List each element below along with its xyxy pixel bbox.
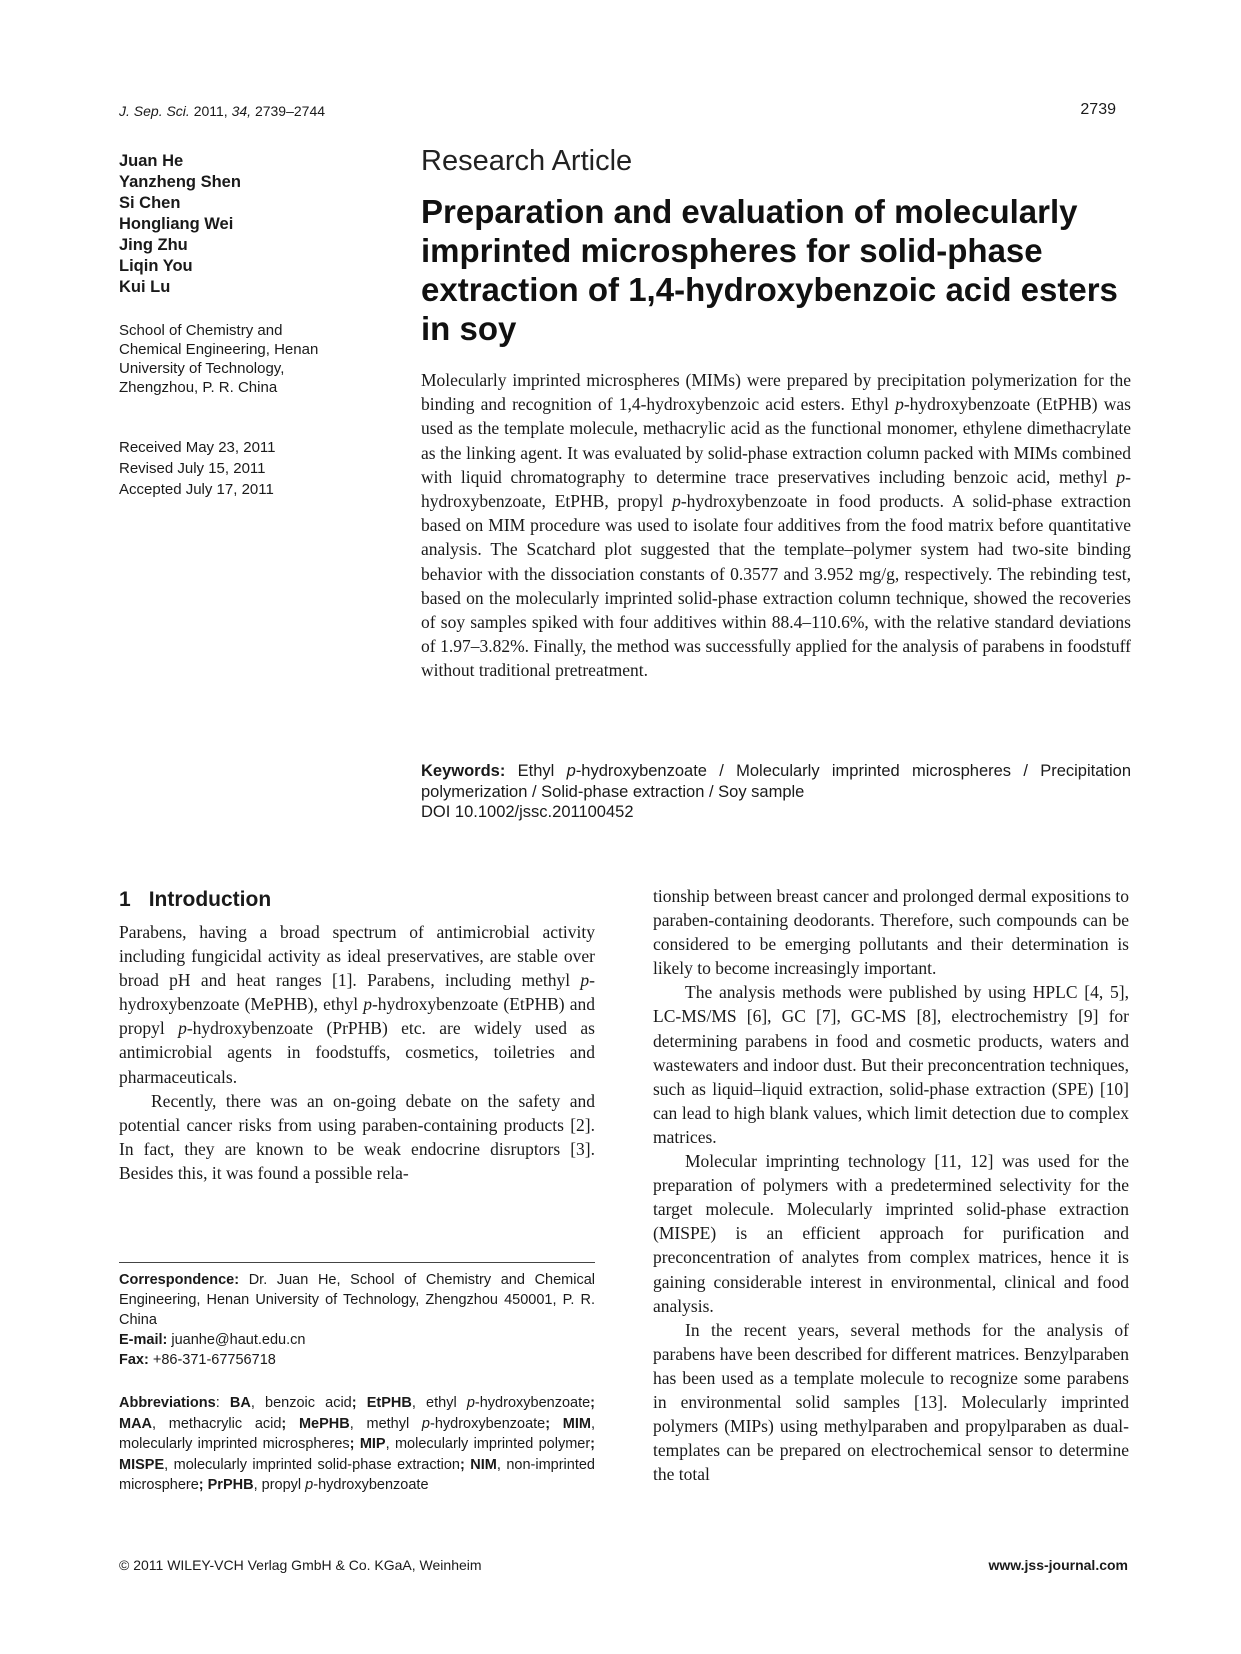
abstract-text: -hydroxybenzoate, EtPHB, propyl [421,466,1131,512]
affiliation-line: Zhengzhou, P. R. China [119,379,278,396]
footnote-rule [119,1262,595,1263]
abbreviation-definition: propyl p-hydroxybenzoate [261,1477,429,1493]
section-title: Introduction [148,888,272,911]
italic-p: p [895,394,904,415]
italic-p: p [1116,466,1126,487]
paragraph [119,920,595,1089]
received-date: Received May 23, 2011 [119,439,276,456]
abstract-text: -hydroxybenzoate in food products. A solid-phase extraction based on MIM procedure was used to isolate four additives from the food matrix before quantitative analysis. The Scatchard plot suggested that the template–polymer system had two-site binding behavior with the dissociation constants of 0.3577 and 3.952 mg/g, respectively. The rebinding test, based on the molecularly imprinted solid-phase extraction column technique, showed the recoveries of soy samples spiked with four additives within 88.4–110.6%, with the relative standard deviations of 1.97–3.82%. Finally, the method was successfully applied for the analysis of parabens in foodstuff without traditional pretreatment. [421,491,1131,681]
author: Hongliang Wei [119,215,234,233]
abbreviation-definition: molecularly imprinted solid-phase extraction [173,1456,460,1473]
author: Jing Zhu [119,236,188,254]
title-line: imprinted microspheres for solid-phase [421,232,1043,269]
author: Kui Lu [119,278,171,296]
keywords-label: Keywords: [421,762,506,780]
journal-year: 2011, [193,103,228,119]
intro-left-column [119,920,595,1185]
paragraph: Molecular imprinting technology [11, 12] was used for the preparation of polymers with a predetermined selectivity for the target molecule. Molecularly imprinted solid-phase extraction (MISPE) is an efficient approach for purification and preconcentration of analytes from complex matrices, hence it is gaining considerable interest in environmental, clinical and food analysis. [653,1151,1129,1316]
italic-p: p [580,970,590,991]
italic-p: p [566,762,576,780]
copyright: © 2011 WILEY-VCH Verlag GmbH & Co. KGaA, Weinheim [119,1557,482,1573]
paragraph: Recently, there was an on-going debate on the safety and potential cancer risks from using paraben-containing products [2]. In fact, they are known to be weak endocrine disruptors [3]. Besides this, it was found a possible rela- [119,1090,595,1183]
affiliation-line: School of Chemistry and [119,322,283,339]
abbreviation-term: NIM [470,1456,497,1473]
paragraph: tionship between breast cancer and prolonged dermal expositions to paraben-containing deodorants. Therefore, such compounds can be considered to be emerging pollutants and their determination is likely to become increasingly important. [653,886,1129,979]
abbreviation-term: MIM [562,1415,591,1432]
accepted-date: Accepted July 17, 2011 [119,481,274,498]
paragraph: The analysis methods were published by using HPLC [4, 5], LC-MS/MS [6], GC [7], GC-MS [8], electrochemistry [9] for determining parabens in food and cosmetic products, waters and wastewaters and indoor dust. But their preconcentration techniques, such as liquid–liquid extraction, solid-phase extraction (SPE) [10] can lead to high blank values, which limit detection due to complex matrices. [653,982,1129,1147]
abbreviation-definition: benzoic acid [265,1395,352,1411]
fax-label: Fax: [119,1352,149,1368]
italic-p: p [363,994,372,1015]
author: Si Chen [119,194,181,212]
journal-url[interactable]: www.jss-journal.com [988,1557,1128,1573]
text: Parabens, having a broad spectrum of antimicrobial activity including fungicidal activity as ideal preservatives, are stable over broad pH and heat ranges [1]. Parabens, including methyl [119,922,595,991]
author: Juan He [119,152,184,170]
author-list [119,151,241,298]
abbreviation-definition: ethyl p-hydroxybenzoate [426,1395,591,1411]
article-type: Research Article [421,145,633,177]
title-line: extraction of 1,4-hydroxybenzoic acid esters [421,271,1118,308]
abbreviation-term: MIP [359,1436,386,1452]
keywords-text: Ethyl [505,762,567,780]
article-title [421,192,1131,348]
author: Liqin You [119,257,193,275]
revised-date: Revised July 15, 2011 [119,460,266,477]
intro-right-column [653,884,1129,1486]
abbreviation-definition: methyl p-hydroxybenzoate [366,1415,546,1432]
doi: DOI 10.1002/jssc.201100452 [421,803,634,821]
email-label: E-mail: [119,1332,168,1348]
affiliation [119,321,364,397]
journal-pages: 2739–2744 [254,103,326,119]
abbreviations: Abbreviations: BA, benzoic acid; EtPHB, ethyl p-hydroxybenzoate; MAA, methacrylic acid; MePHB, methyl p-hydroxybenzoate; MIM, molecularly imprinted microspheres; MIP, molecularly imprinted polymer; MISPE, molecularly imprinted solid-phase extraction; NIM, non-imprinted microsphere; PrPHB, propyl p-hydroxybenzoate [119,1395,596,1493]
correspondence-text: Dr. Juan He, School of Chemistry and Chemical Engineering, Henan University of Technology, Zhengzhou 450001, P. R. China [119,1272,595,1328]
abbreviation-definition: molecularly imprinted microspheres [119,1436,350,1452]
abstract-text: -hydroxybenzoate (EtPHB) was used as the template molecule, methacrylic acid as the functional monomer, ethylene dimethacrylate as the linking agent. It was evaluated by solid-phase extraction column packed with MIMs combined with liquid chromatography to determine trace preservatives including benzoic acid, methyl [421,394,1131,487]
article-dates [119,437,275,500]
keywords [421,761,1131,803]
abbreviation-term: MePHB [298,1415,350,1432]
section-heading-introduction [119,888,271,912]
title-line: Preparation and evaluation of molecularly [421,193,1078,230]
page-number: 2739 [1080,101,1116,118]
title-line: in soy [421,310,517,347]
text: -hydroxybenzoate (EtPHB) and propyl [119,994,596,1039]
abbreviation-term: BA [229,1395,251,1411]
italic-p: p [178,1018,187,1039]
abbreviation-term: MAA [119,1415,153,1432]
abbreviations-label: Abbreviations [119,1395,216,1411]
journal-name: J. Sep. Sci. [119,103,190,119]
running-head [119,103,325,119]
abstract [421,368,1131,683]
abstract-text: Molecularly imprinted microspheres (MIMs) were prepared by precipitation polymerization for the binding and recognition of 1,4-hydroxybenzoic acid esters. Ethyl [421,370,1131,415]
fax-number: +86-371-67756718 [148,1352,276,1368]
abbreviation-definition: molecularly imprinted polymer [394,1436,591,1452]
correspondence-label: Correspondence: [119,1272,240,1288]
abbreviation-term: PrPHB [207,1477,254,1493]
author: Yanzheng Shen [119,173,241,191]
abbreviation-definition: non-imprinted microsphere [119,1456,595,1493]
text: -hydroxybenzoate (MePHB), ethyl [119,970,595,1015]
section-number: 1 [119,888,131,911]
text: -hydroxybenzoate (PrPHB) etc. are widely used as antimicrobial agents in foodstuffs, cosmetics, toiletries and pharmaceuticals. [119,1018,595,1087]
abbreviation-term: MISPE [119,1456,165,1473]
italic-p: p [672,491,681,512]
affiliation-line: University of Technology, [119,360,285,377]
abbreviation-definition: methacrylic acid [168,1415,282,1432]
affiliation-line: Chemical Engineering, Henan [119,341,319,358]
journal-volume: 34, [231,103,252,119]
correspondence [119,1270,595,1370]
email-address[interactable]: juanhe@haut.edu.cn [167,1332,306,1348]
paragraph: In the recent years, several methods for the analysis of parabens have been described for different matrices. Benzylparaben has been used as a template molecule to recognize some parabens in environmental solid samples [13]. Molecularly imprinted polymers (MIPs) using methylparaben and propylparaben as dual-templates can be prepared on electrochemical sensor to determine the total [653,1319,1129,1485]
abbreviation-term: EtPHB [366,1395,412,1411]
keywords-text: -hydroxybenzoate / Molecularly imprinted microspheres / Precipitation polymerization / Solid-phase extraction / Soy sample [421,762,1131,801]
